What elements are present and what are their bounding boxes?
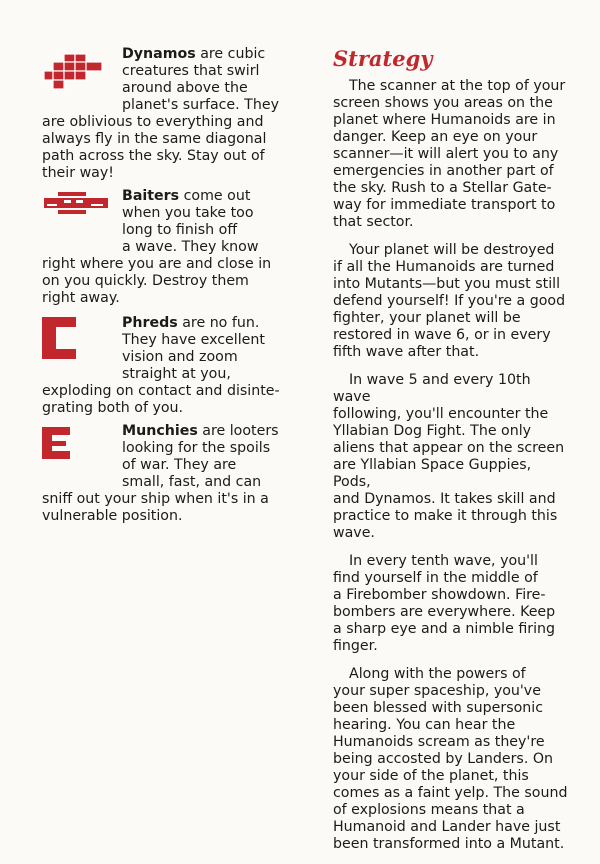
para-line: The scanner at the top of your: [349, 78, 566, 94]
desc-line: straight at you,: [122, 366, 231, 382]
para-line: of explosions means that a: [333, 802, 525, 818]
enemy-entry-munchies: [42, 423, 282, 527]
para-line: planet where Humanoids are in: [333, 112, 556, 128]
para-line: fighter, your planet will be: [333, 310, 521, 326]
para-line: are Yllabian Space Guppies, Pods,: [333, 457, 532, 490]
para-line: into Mutants—but you must still: [333, 276, 561, 292]
para-line: In every tenth wave, you'll: [349, 553, 538, 569]
enemy-name: Dynamos: [122, 46, 196, 62]
para-line: a sharp eye and a nimble firing: [333, 621, 556, 637]
desc-line: when you take too: [122, 205, 254, 221]
desc-line: They have excellent: [122, 332, 265, 348]
section-title: Strategy: [333, 46, 433, 71]
para-line: hearing. You can hear the: [333, 717, 516, 733]
desc-line: right away.: [42, 290, 120, 306]
desc-line: their way!: [42, 165, 114, 181]
strategy-paragraph: [333, 372, 571, 542]
enemy-entry-phreds: [42, 315, 282, 419]
strategy-paragraph: [333, 553, 571, 655]
desc-line: small, fast, and can: [122, 474, 262, 490]
para-line: restored in wave 6, or in every: [333, 327, 551, 343]
desc-line: are no fun.: [182, 315, 260, 331]
desc-line: looking for the spoils: [122, 440, 271, 456]
phred-icon: [42, 317, 76, 359]
para-line: fifth wave after that.: [333, 344, 480, 360]
para-line: finger.: [333, 638, 378, 654]
para-line: find yourself in the middle of: [333, 570, 538, 586]
enemy-name: Baiters: [122, 188, 180, 204]
strategy-column: [333, 46, 571, 864]
para-line: danger. Keep an eye on your: [333, 129, 538, 145]
para-line: wave.: [333, 525, 375, 541]
desc-line: right where you are and close in: [42, 256, 272, 272]
desc-line: are cubic: [200, 46, 266, 62]
desc-line: sniff out your ship when it's in a: [42, 491, 269, 507]
desc-line: come out: [183, 188, 251, 204]
para-line: a Firebomber showdown. Fire-: [333, 587, 546, 603]
desc-line: around above the: [122, 80, 248, 96]
desc-line: grating both of you.: [42, 400, 184, 416]
desc-line: creatures that swirl: [122, 63, 260, 79]
para-line: your super spaceship, you've: [333, 683, 541, 699]
para-line: defend yourself! If you're a good: [333, 293, 566, 309]
munchie-icon: [42, 427, 70, 459]
para-line: been transformed into a Mutant.: [333, 836, 565, 852]
desc-line: always fly in the same diagonal: [42, 131, 267, 147]
para-line: that sector.: [333, 214, 414, 230]
para-line: Humanoids scream as they're: [333, 734, 545, 750]
para-line: comes as a faint yelp. The sound: [333, 785, 568, 801]
para-line: way for immediate transport to: [333, 197, 556, 213]
para-line: if all the Humanoids are turned: [333, 259, 555, 275]
baiter-icon: [44, 192, 108, 214]
para-line: the sky. Rush to a Stellar Gate-: [333, 180, 552, 196]
para-line: scanner—it will alert you to any: [333, 146, 559, 162]
desc-line: vision and zoom: [122, 349, 238, 365]
desc-line: of war. They are: [122, 457, 237, 473]
para-line: Your planet will be destroyed: [349, 242, 555, 258]
para-line: practice to make it through this: [333, 508, 558, 524]
desc-line: on you quickly. Destroy them: [42, 273, 249, 289]
para-line: been blessed with supersonic: [333, 700, 544, 716]
desc-line: long to finish off: [122, 222, 238, 238]
dynamo-icon: [44, 54, 104, 90]
desc-line: are oblivious to everything and: [42, 114, 264, 130]
desc-line: vulnerable position.: [42, 508, 183, 524]
desc-line: exploding on contact and disinte-: [42, 383, 280, 399]
para-line: emergencies in another part of: [333, 163, 554, 179]
enemy-entry-dynamos: [42, 46, 282, 183]
enemy-entry-baiters: [42, 188, 282, 310]
para-line: In wave 5 and every 10th wave: [333, 372, 531, 405]
para-line: screen shows you areas on the: [333, 95, 553, 111]
desc-line: path across the sky. Stay out of: [42, 148, 265, 164]
enemy-name: Munchies: [122, 423, 198, 439]
para-line: and Dynamos. It takes skill and: [333, 491, 556, 507]
desc-line: a wave. They know: [122, 239, 259, 255]
desc-line: are looters: [202, 423, 279, 439]
strategy-paragraph: [333, 666, 571, 853]
strategy-paragraph: [333, 78, 571, 231]
enemy-name: Phreds: [122, 315, 178, 331]
strategy-paragraph: [333, 242, 571, 361]
para-line: Humanoid and Lander have just: [333, 819, 561, 835]
para-line: being accosted by Landers. On: [333, 751, 553, 767]
para-line: Yllabian Dog Fight. The only: [333, 423, 532, 439]
para-line: Along with the powers of: [349, 666, 526, 682]
enemy-column: [42, 46, 282, 527]
para-line: your side of the planet, this: [333, 768, 529, 784]
para-line: bombers are everywhere. Keep: [333, 604, 556, 620]
para-line: aliens that appear on the screen: [333, 440, 565, 456]
para-line: following, you'll encounter the: [333, 406, 549, 422]
desc-line: planet's surface. They: [122, 97, 279, 113]
